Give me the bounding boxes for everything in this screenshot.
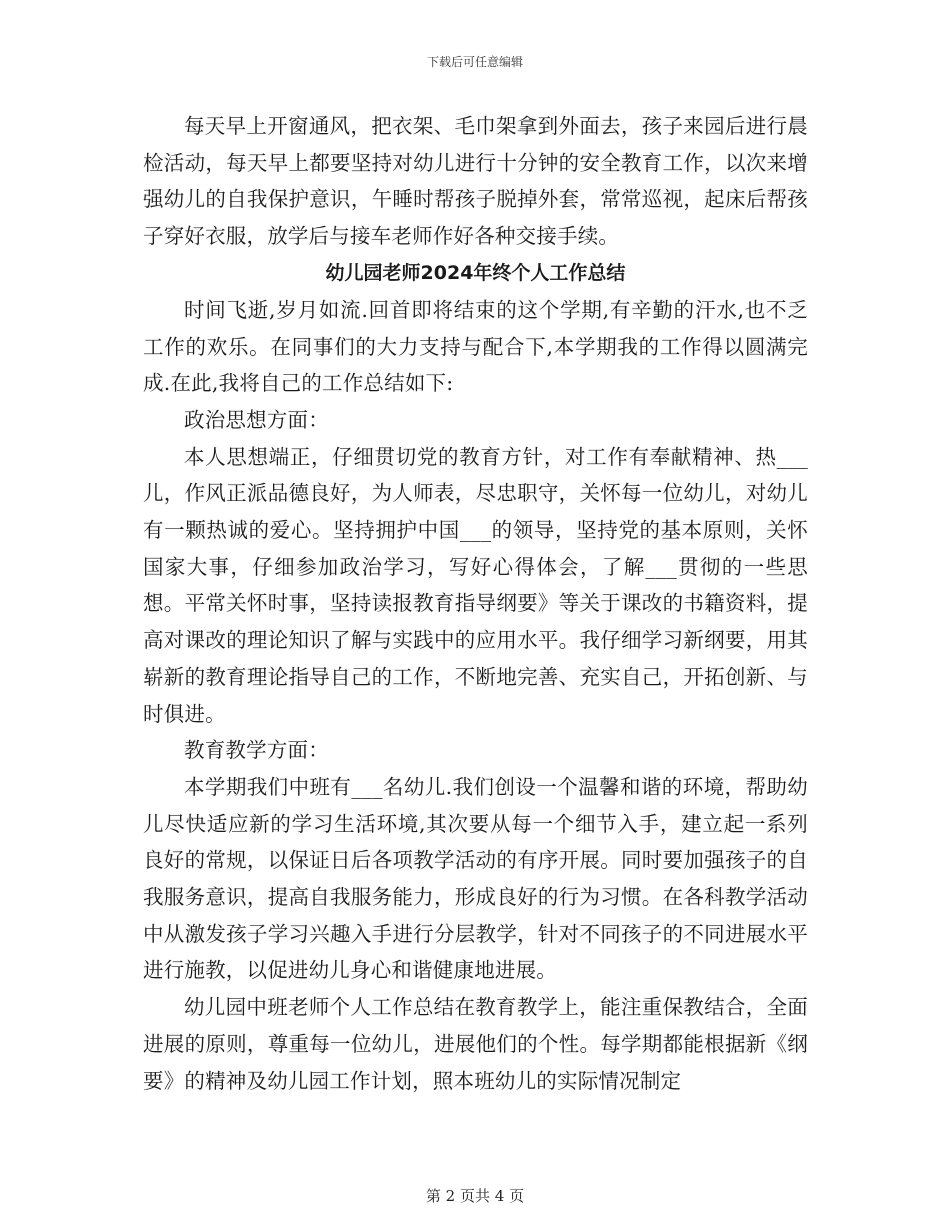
page-header: 下载后可任意编辑	[426, 55, 523, 69]
page-number: 第 2 页共 4 页	[425, 1187, 525, 1205]
section-title: 幼儿园老师2024年终个人工作总结	[325, 261, 626, 284]
paragraph-political: 本人思想端正，仔细贯切党的教育方针，对工作有奉献精神、热___儿，作风正派品德良好，为人师表，尽忠职守，关怀每一位幼儿，对幼儿有一颗热诚的爱心。坚持拥护中国___的领导，坚持党的基本原则，关怀国家大事，仔细参加政治学习，写好心得体会，了解___贯彻的一些思想。平常关怀时事，坚持读报教育指导纲要》等关于课改的书籍资料，提高对课改的理论知识了解与实践中的应用水平。我仔细学习新纲要，用其崭新的教育理论指导自己的工作，不断地完善、充实自己，开拓创新、与时俱进。	[143, 444, 808, 726]
subheading-teaching: 教育教学方面：	[184, 738, 329, 763]
document-body	[143, 108, 808, 1099]
paragraph-intro: 时间飞逝,岁月如流.回首即将结束的这个学期,有辛勤的汗水,也不乏工作的欢乐。在同事们的大力支持与配合下,本学期我的工作得以圆满完成.在此,我将自己的工作总结如下:	[143, 297, 808, 396]
paragraph-summary: 幼儿园中班老师个人工作总结在教育教学上，能注重保教结合，全面进展的原则，尊重每一位幼儿，进展他们的个性。每学期都能根据新《纲要》的精神及幼儿园工作计划，照本班幼儿的实际情况制定	[143, 995, 808, 1093]
paragraph-morning-routine: 每天早上开窗通风，把衣架、毛巾架拿到外面去，孩子来园后进行晨检活动，每天早上都要坚持对幼儿进行十分钟的安全教育工作，以次来增强幼儿的自我保护意识，午睡时帮孩子脱掉外套，常常巡视，起床后帮孩子穿好衣服，放学后与接车老师作好各种交接手续。	[143, 114, 808, 249]
paragraph-teaching: 本学期我们中班有___名幼儿.我们创设一个温馨和谐的环境，帮助幼儿尽快适应新的学习生活环境,其次要从每一个细节入手，建立起一系列良好的常规，以保证日后各项教学活动的有序开展。同时要加强孩子的自我服务意识，提高自我服务能力，形成良好的行为习惯。在各科教学活动中从激发孩子学习兴趣入手进行分层教学，针对不同孩子的不同进展水平进行施教，以促进幼儿身心和谐健康地进展。	[143, 774, 808, 983]
subheading-political: 政治思想方面：	[184, 407, 329, 432]
